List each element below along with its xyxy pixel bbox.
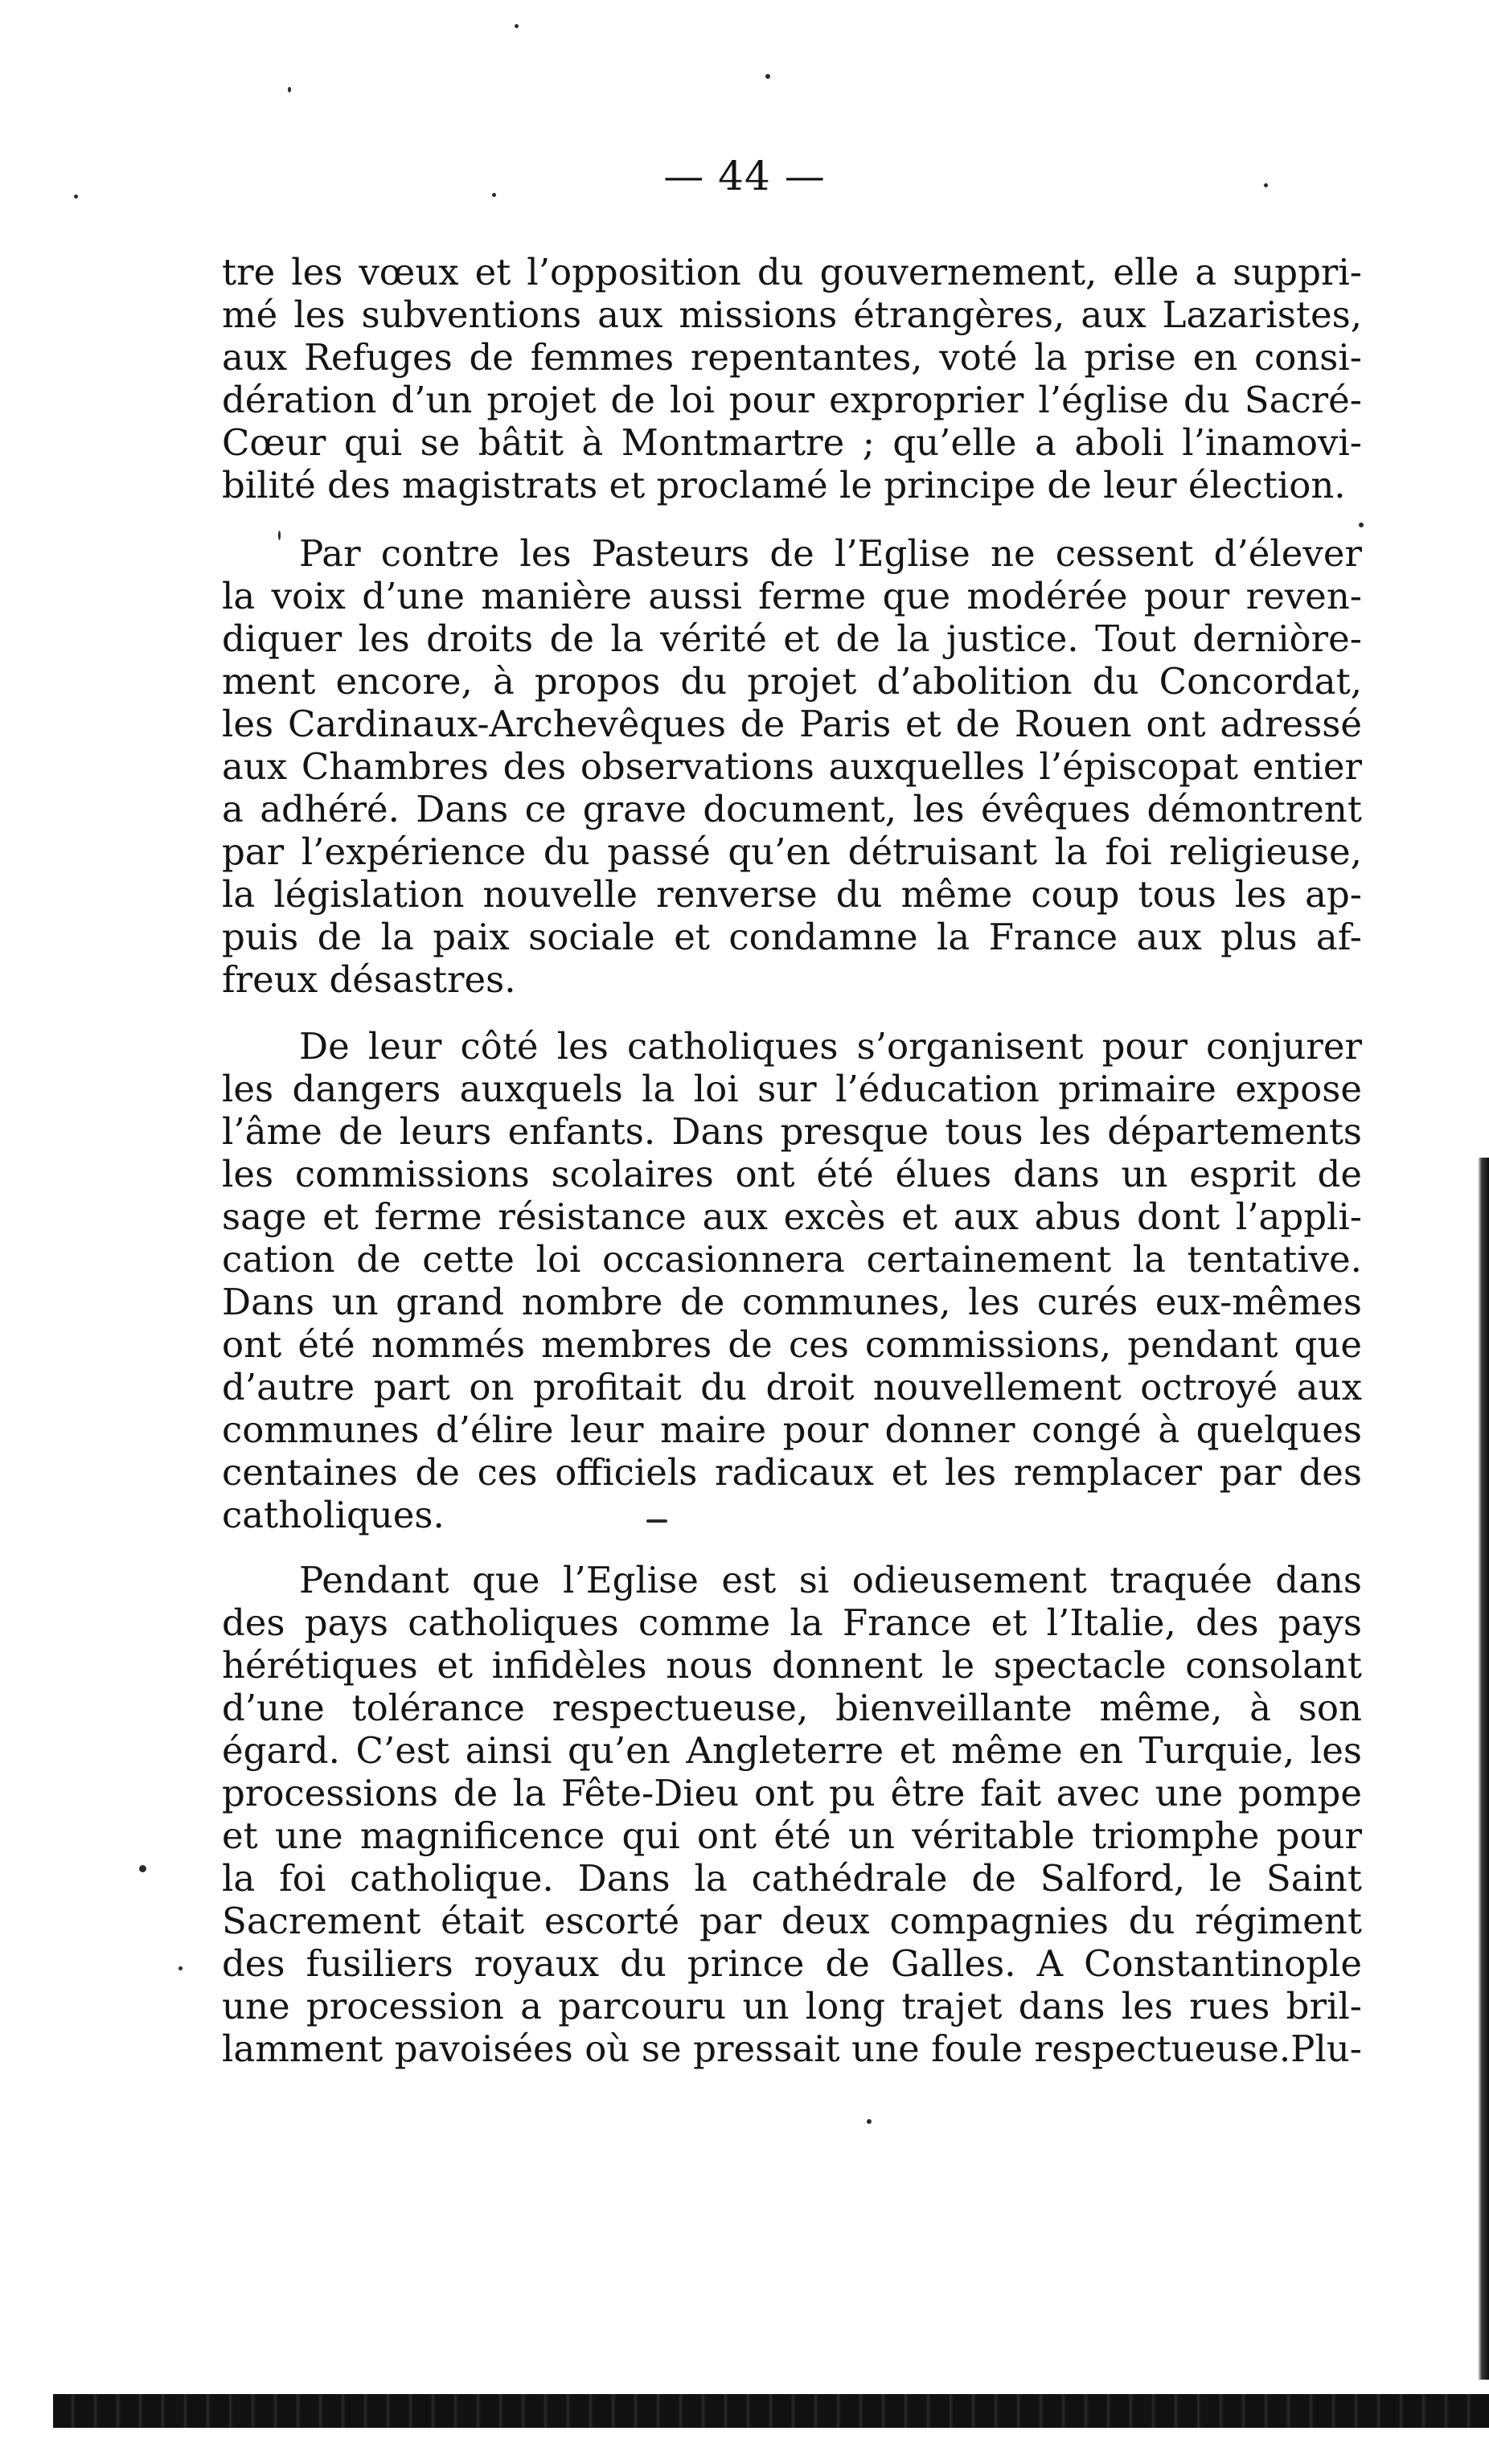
text-line: d’autre part on profitait du droit nouvellement octroyé aux <box>222 1366 1362 1408</box>
scan-speck <box>867 2119 872 2124</box>
scan-speck <box>288 87 291 92</box>
text-line: et une magnificence qui ont été un véritable triomphe pour <box>222 1814 1362 1857</box>
text-line: freux désastres. <box>222 958 516 1001</box>
text-line: des pays catholiques comme la France et l’Italie, des pays <box>222 1601 1362 1644</box>
text-line: les commissions scolaires ont été élues dans un esprit de <box>222 1153 1362 1195</box>
paragraph-1 <box>222 251 1362 506</box>
text-line: processions de la Fête-Dieu ont pu être fait avec une pompe <box>222 1772 1362 1814</box>
text-line: ment encore, à propos du projet d’abolition du Concordat, <box>222 660 1362 703</box>
text-line: Pendant que l’Eglise est si odieusement traquée dans <box>299 1559 1362 1601</box>
text-line: communes d’élire leur maire pour donner congé à quelques <box>222 1408 1362 1451</box>
text-line: centaines de ces officiels radicaux et les remplacer par des <box>222 1451 1362 1494</box>
text-line: dération d’un projet de loi pour exproprier l’église du Sacré- <box>222 379 1362 421</box>
text-line: Cœur qui se bâtit à Montmartre ; qu’elle a aboli l’inamovi- <box>222 421 1362 464</box>
text-line: les Cardinaux-Archevêques de Paris et de Rouen ont adressé <box>222 703 1362 745</box>
text-line: hérétiques et infidèles nous donnent le spectacle consolant <box>222 1644 1362 1687</box>
text-line: une procession a parcouru un long trajet dans les rues bril- <box>222 1985 1362 2027</box>
text-line: d’une tolérance respectueuse, bienveillante même, à son <box>222 1687 1362 1729</box>
text-line: aux Chambres des observations auxquelles l’épiscopat entier <box>222 745 1362 788</box>
text-line: a adhéré. Dans ce grave document, les évêques démontrent <box>222 788 1362 830</box>
text-line: sage et ferme résistance aux excès et aux abus dont l’appli- <box>222 1195 1362 1238</box>
text-line: la législation nouvelle renverse du même coup tous les ap- <box>222 873 1362 916</box>
text-line: égard. C’est ainsi qu’en Angleterre et même en Turquie, les <box>222 1729 1362 1772</box>
text-line: lamment pavoisées où se pressait une foule respectueuse.Plu- <box>222 2027 1362 2070</box>
text-line: De leur côté les catholiques s’organisent pour conjurer <box>299 1025 1362 1068</box>
text-line: des fusiliers royaux du prince de Galles. A Constantinople <box>222 1942 1362 1985</box>
text-line: la foi catholique. Dans la cathédrale de Salford, le Saint <box>222 1857 1362 1900</box>
text-line: l’âme de leurs enfants. Dans presque tous les départements <box>222 1110 1362 1153</box>
page-edge-shadow <box>1478 1158 1489 2380</box>
scan-speck <box>515 24 519 28</box>
text-line: par l’expérience du passé qu’en détruisant la foi religieuse, <box>222 830 1362 873</box>
scan-bottom-border <box>53 2394 1489 2428</box>
text-line: mé les subventions aux missions étrangères, aux Lazaristes, <box>222 293 1362 336</box>
text-line: Par contre les Pasteurs de l’Eglise ne cessent d’élever <box>299 532 1362 575</box>
scan-speck <box>178 1966 183 1970</box>
text-line: les dangers auxquels la loi sur l’éducation primaire expose <box>222 1068 1362 1110</box>
scan-speck <box>139 1865 146 1872</box>
paragraph-3 <box>222 1025 1362 1536</box>
text-line: tre les vœux et l’opposition du gouvernement, elle a suppri- <box>222 251 1362 293</box>
paragraph-4 <box>222 1559 1362 2070</box>
text-line: Dans un grand nombre de communes, les curés eux-mêmes <box>222 1281 1362 1323</box>
text-line: catholiques. <box>222 1494 445 1536</box>
scan-speck <box>1359 523 1364 527</box>
text-line: ont été nommés membres de ces commissions, pendant que <box>222 1323 1362 1366</box>
text-line: cation de cette loi occasionnera certainement la tentative. <box>222 1238 1362 1281</box>
text-line: Sacrement était escorté par deux compagnies du régiment <box>222 1900 1362 1942</box>
paragraph-2 <box>222 532 1362 1001</box>
text-line: aux Refuges de femmes repentantes, voté la prise en consi- <box>222 336 1362 379</box>
scan-speck <box>765 74 770 79</box>
text-line: la voix d’une manière aussi ferme que modérée pour reven- <box>222 575 1362 617</box>
text-line: bilité des magistrats et proclamé le principe de leur élection. <box>222 464 1346 506</box>
text-line: puis de la paix sociale et condamne la France aux plus af- <box>222 916 1362 958</box>
text-line: diquer les droits de la vérité et de la justice. Tout derniòre- <box>222 617 1362 660</box>
page-number: — 44 — <box>663 153 826 199</box>
